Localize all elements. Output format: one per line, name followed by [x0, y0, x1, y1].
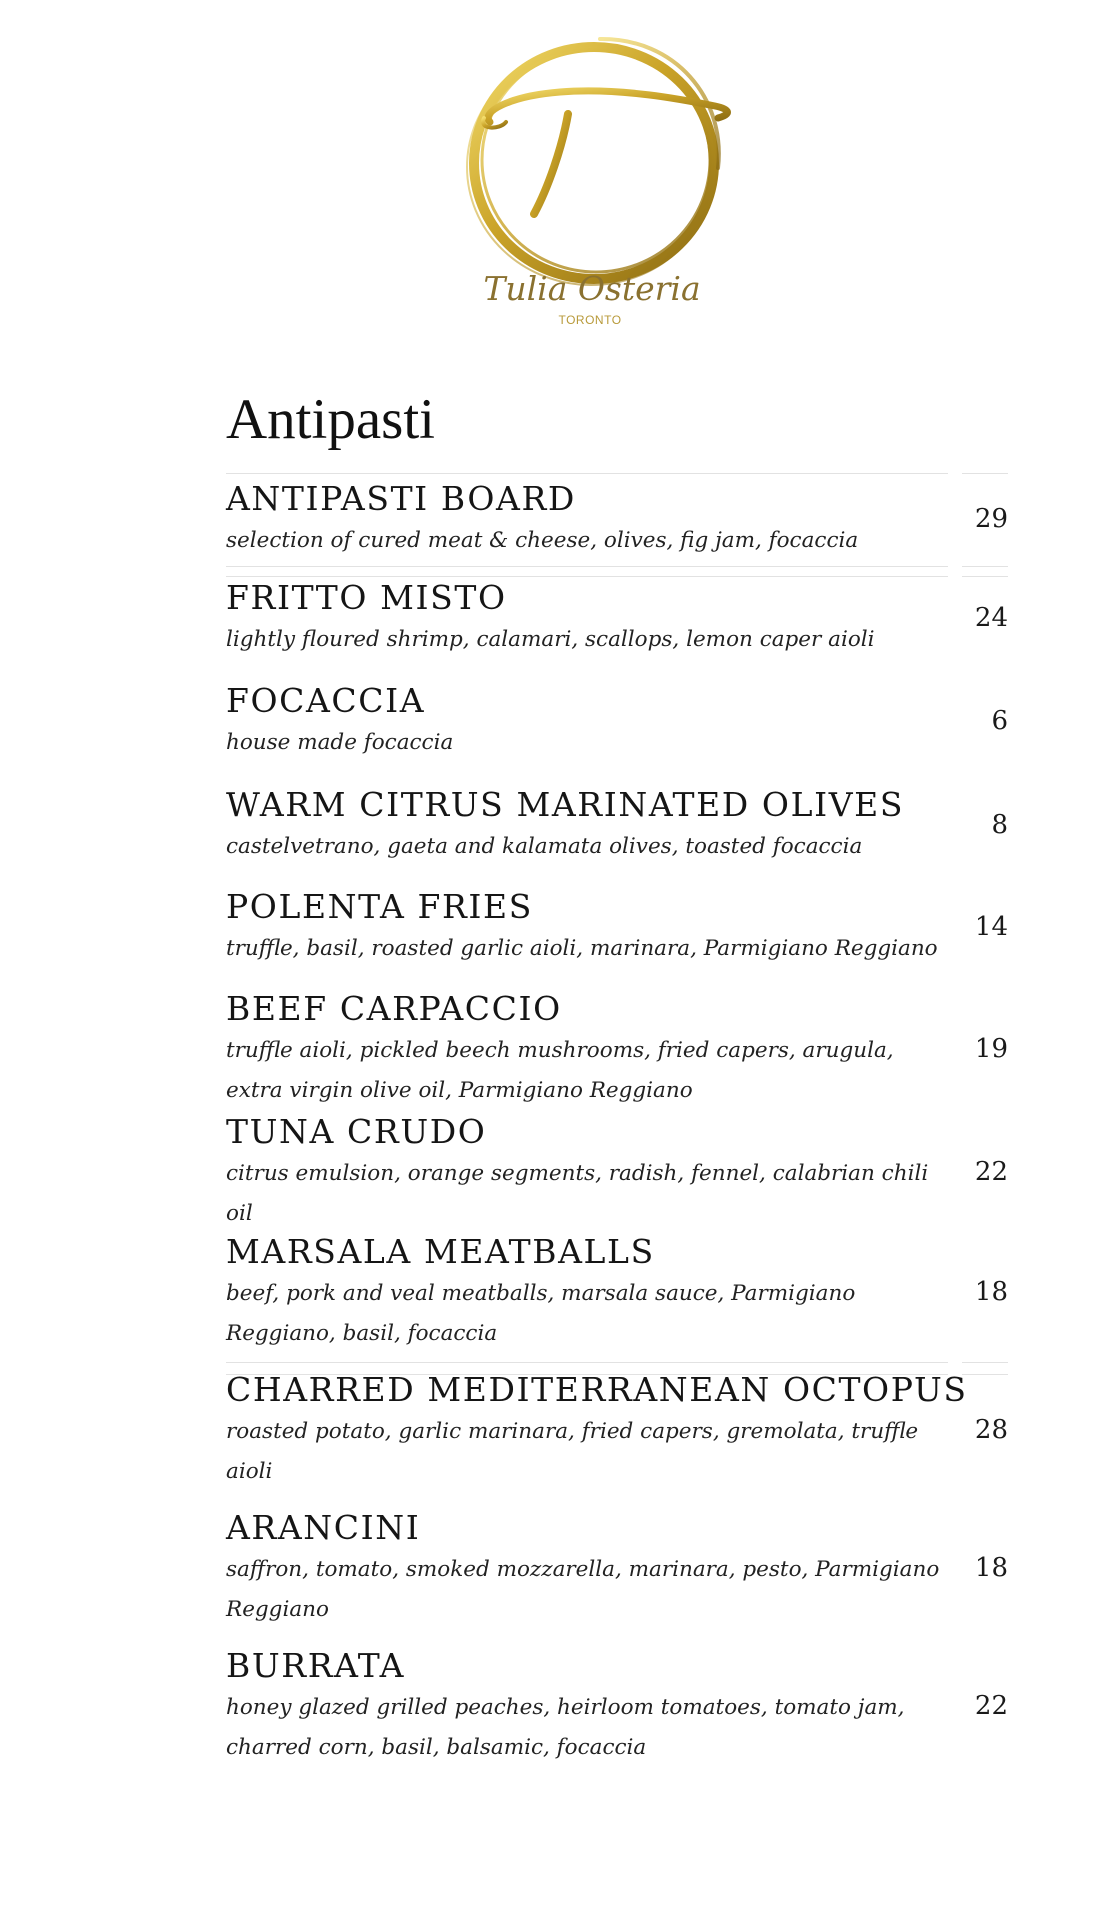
divider-line — [226, 473, 948, 474]
restaurant-logo — [450, 18, 750, 338]
item-price: 24 — [974, 602, 1008, 633]
menu-item — [226, 773, 1010, 876]
menu-item — [226, 669, 1010, 773]
item-name: BURRATA — [226, 1646, 406, 1685]
item-price: 6 — [991, 706, 1008, 736]
item-description: castelvetrano, gaeta and kalamata olives, toasted focaccia — [226, 833, 863, 859]
item-description: lightly floured shrimp, calamari, scallops, lemon caper aioli — [226, 626, 875, 652]
item-name: MARSALA MEATBALLS — [226, 1232, 655, 1271]
divider-line — [226, 1362, 948, 1363]
menu-list — [226, 471, 1010, 1775]
menu-item — [226, 876, 1010, 977]
divider-line — [962, 473, 1008, 474]
item-price: 8 — [991, 809, 1008, 840]
divider-line — [226, 576, 948, 577]
menu-item-text — [226, 1368, 968, 1492]
menu-item-text — [226, 679, 954, 763]
divider-line — [962, 1362, 1008, 1363]
item-description: honey glazed grilled peaches, heirloom tomatoes, tomato jam, charred corn, basil, balsamic, focaccia — [226, 1695, 905, 1760]
divider-line — [226, 1374, 948, 1375]
item-description: selection of cured meat & cheese, olives, fig jam, focaccia — [226, 527, 859, 553]
item-name: TUNA CRUDO — [226, 1112, 487, 1151]
item-description: truffle aioli, pickled beech mushrooms, fried capers, arugula, extra virgin olive oil, Parmigiano Reggiano — [226, 1038, 894, 1103]
menu-item-text — [226, 885, 954, 969]
item-price: 28 — [974, 1415, 1008, 1445]
menu-item-text — [226, 1110, 954, 1234]
menu-item — [226, 471, 1010, 566]
item-description: saffron, tomato, smoked mozzarella, marinara, pesto, Parmigiano Reggiano — [226, 1557, 940, 1622]
item-name: WARM CITRUS MARINATED OLIVES — [226, 784, 905, 824]
menu-item — [226, 566, 1010, 669]
menu-item — [226, 977, 1010, 1121]
item-name: ARANCINI — [226, 1508, 421, 1547]
menu-item-text — [226, 783, 954, 867]
item-name: ANTIPASTI BOARD — [226, 478, 576, 518]
item-description: citrus emulsion, orange segments, radish, fennel, calabrian chili oil — [226, 1161, 929, 1226]
item-name: POLENTA FRIES — [226, 886, 533, 926]
menu-item — [226, 1637, 1010, 1775]
item-name: BEEF CARPACCIO — [226, 989, 562, 1028]
menu-item-text — [226, 1644, 954, 1768]
item-price: 18 — [974, 1553, 1008, 1583]
item-name: FRITTO MISTO — [226, 577, 507, 617]
item-description: truffle, basil, roasted garlic aioli, marinara, Parmigiano Reggiano — [226, 935, 938, 961]
item-description: house made focaccia — [226, 730, 454, 755]
item-price: 22 — [974, 1691, 1008, 1721]
divider-line — [962, 566, 1008, 567]
section-title: Antipasti — [226, 388, 435, 451]
menu-item — [226, 1112, 1010, 1226]
logo-emblem — [450, 18, 750, 338]
menu-item-text — [226, 1506, 954, 1630]
item-name: CHARRED MEDITERRANEAN OCTOPUS — [226, 1370, 968, 1409]
item-description: roasted potato, garlic marinara, fried capers, gremolata, truffle aioli — [226, 1419, 919, 1484]
menu-item — [226, 1361, 1010, 1499]
logo-city: TORONTO — [558, 313, 622, 327]
menu-item-text — [226, 1230, 954, 1354]
item-description: beef, pork and veal meatballs, marsala sauce, Parmigiano Reggiano, basil, focaccia — [226, 1281, 856, 1346]
logo-ring — [467, 39, 719, 285]
divider-line — [962, 1374, 1008, 1375]
logo-monogram — [483, 91, 727, 214]
menu-item — [226, 1499, 1010, 1637]
divider-line — [962, 576, 1008, 577]
menu-item-text — [226, 477, 954, 561]
menu-item-text — [226, 987, 954, 1111]
item-price: 29 — [974, 503, 1008, 534]
menu-item-text — [226, 576, 954, 660]
menu-item — [226, 1223, 1010, 1361]
item-price: 14 — [974, 911, 1008, 942]
item-price: 19 — [974, 1034, 1008, 1064]
divider-line — [226, 566, 948, 567]
item-name: FOCACCIA — [226, 681, 426, 720]
item-price: 22 — [974, 1157, 1008, 1187]
logo-wordmark: Tulia Osteria — [483, 269, 701, 308]
item-price: 18 — [974, 1277, 1008, 1307]
